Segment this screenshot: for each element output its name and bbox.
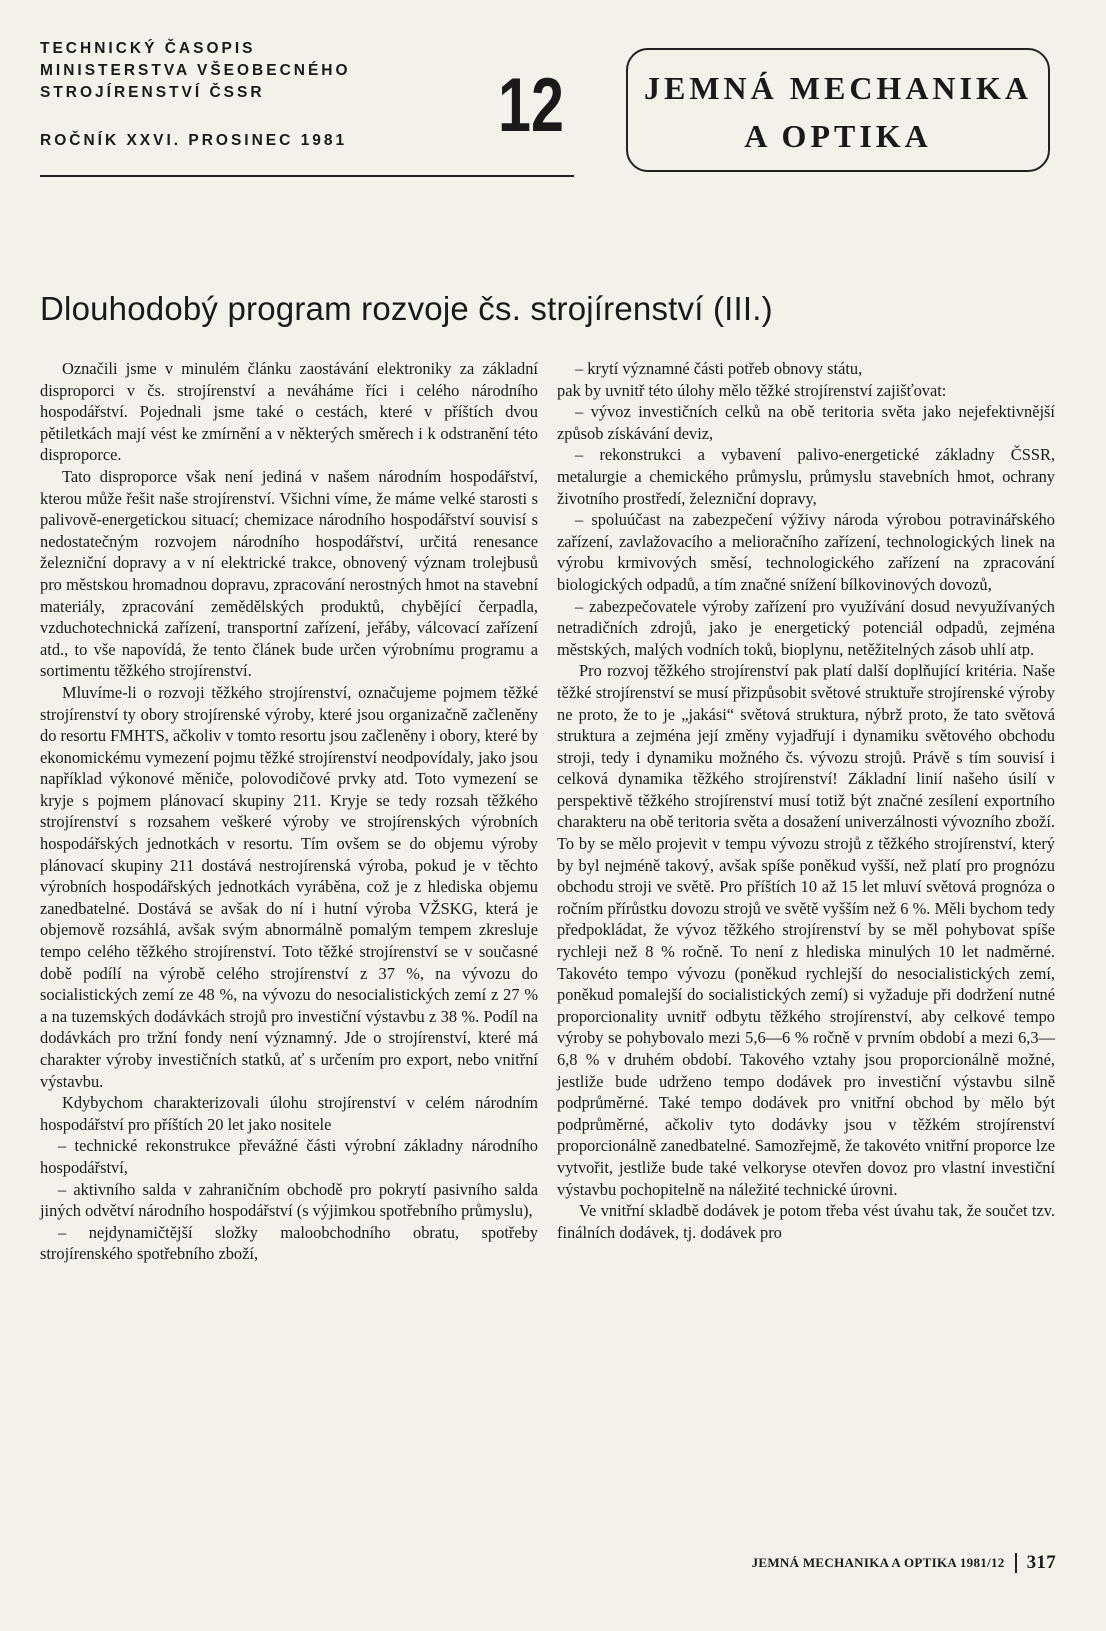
journal-title-box	[626, 48, 1050, 172]
list-item: – technické rekonstrukce převážné části výrobní základny národního hospodářství,	[40, 1136, 538, 1177]
page-number: 317	[1026, 1552, 1056, 1573]
journal-title-line1: JEMNÁ MECHANIKA	[644, 70, 1032, 106]
publisher-block	[40, 38, 351, 152]
list-item: – spoluúčast na zabezpečení výživy národa výrobou potravinářského zařízení, zavlažovacího a melioračního zařízení, technologických linek na výrobu krmivových směsí, technologického zařízení na zpracování biologických odpadů, a tím značné snížení bílkovinových dovozů,	[557, 510, 1055, 594]
issue-number: 12	[498, 63, 564, 148]
list-item: – aktivního salda v zahraničním obchodě pro pokrytí pasivního salda jiných odvětví národního hospodářství (s výjimkou spotřebního průmyslu),	[40, 1179, 538, 1221]
list-item: – zabezpečovatele výroby zařízení pro využívání dosud nevyužívaných netradičních zdrojů, jako je energetický potenciál odpadů, zejména městských, malých vodních toků, bioplynu, netěžitelných zásob uhlí atp.	[557, 596, 1055, 659]
paragraph: Kdybychom charakterizovali úlohu strojírenství v celém národním hospodářství pro příštích 20 let jako nositele	[40, 1093, 538, 1134]
publisher-line: STROJÍRENSTVÍ ČSSR	[40, 84, 265, 101]
paragraph: Ve vnitřní skladbě dodávek je potom třeba vést úvahu tak, že součet tzv. finálních dodávek, tj. dodávek pro	[557, 1201, 1055, 1242]
right-column	[557, 358, 1055, 1243]
article-title: Dlouhodobý program rozvoje čs. strojírenství (III.)	[40, 290, 773, 327]
journal-title-line2: A OPTIKA	[744, 118, 932, 154]
header-rule	[40, 175, 574, 177]
page-footer	[752, 1552, 1056, 1574]
paragraph: Tato disproporce však není jediná v našem národním hospodářství, kterou může řešit naše strojírenství. Všichni víme, že máme velké starosti s palivově-energetickou situací; chemizace národního hospodářství souvisí s nedostatečným rozvojem národního hospodářství, určitá renesance železniční dopravy a v ní elektrické trakce, obnovený význam trolejbusů pro městskou hromadnou dopravu, zpracování nerostných hmot na stavební materiály, zpracování zemědělských produktů, chybějící čerpadla, vzduchotechnická zařízení, transportní zařízení, jeřáby, válcovací zařízení atd., to vše napovídá, že tento článek bude určen výrobnímu programu a sortimentu těžkého strojírenství.	[40, 466, 538, 681]
volume-line: ROČNÍK XXVI. PROSINEC 1981	[40, 132, 348, 149]
list-item: – krytí významné části potřeb obnovy státu,	[575, 359, 863, 378]
paragraph: pak by uvnitř této úlohy mělo těžké strojírenství zajišťovat:	[557, 380, 947, 400]
list-item: – vývoz investičních celků na obě teritoria světa jako nejefektivnější způsob získávání deviz,	[557, 402, 1055, 443]
footer-journal-issue: JEMNÁ MECHANIKA A OPTIKA 1981/12	[751, 1555, 1005, 1570]
publisher-line: MINISTERSTVA VŠEOBECNÉHO	[40, 62, 351, 79]
paragraph: Pro rozvoj těžkého strojírenství pak platí další doplňující kritéria. Naše těžké strojírenství se musí přizpůsobit světové struktuře strojírenské výroby ne proto, že to je „jakási“ světová struktura, nýbrž proto, že tato světová struktura a zejména její změny vyjadřují i dynamiku světového obchodu stroji, tedy i dynamiku možného čs. vývozu strojů. Právě s tím souvisí i celková dynamika těžkého strojírenství! Základní linií našeho úsilí v perspektivě těžkého strojírenství musí totiž být značné zesílení exportního charakteru na obě teritoria světa a dosažení univerzálnosti vývozního zboží. To by se mělo projevit v tempu vývozu strojů z těžkého strojírenství, který by byl nejméně takový, avšak spíše poněkud vyšší, než platí pro prognózu obchodu stroji ve světě. Pro příštích 10 až 15 let mluví světová prognóza o ročním přírůstku dovozu strojů ve světě vyšším než 6 %. Měli bychom tedy předpokládat, že vývoz těžkého strojírenství by se měl pohybovat spíše rychleji než 8 % ročně. To není z hlediska minulých 10 let nadměrné. Takovéto tempo vývozu (poněkud rychlejší do nesocialistických zemí, poněkud pomalejší do socialistických zemí) si vyžaduje při dodržení nutné proporcionality uvnitř odbytu těžkého strojírenství, aby celkové tempo výroby se pohybovalo mezi 5,6—6 % ročně v prvním období a mezi 6,3—6,8 % v druhém období. Takového vztahy jsou proporcionálně možné, jestliže bude udrženo tempo dodávek pro investiční výstavbu silně podprůměrné. Také tempo dodávek pro vnitřní obchod by mělo být podprůměrné, ačkoliv tyto dodávky jsou v těžkém strojírenství proporcionálně zanedbatelné. Samozřejmě, že takovéto vnitřní proporce lze vytvořit, jestliže bude také velkoryse otevřen dovoz pro vlastní investiční výstavbu pochopitelně na náležité technické úrovni.	[557, 661, 1055, 1199]
publisher-line: TECHNICKÝ ČASOPIS	[40, 40, 256, 57]
paragraph: Mluvíme-li o rozvoji těžkého strojírenství, označujeme pojmem těžké strojírenství ty obory strojírenské výroby, které jsou organizačně začleněny do resortu FMHTS, ačkoliv v tomto resortu jsou začleněny i obory, které by ekonomickému vymezení pojmu těžké strojírenství neodpovídaly, jako jsou například výkonové měniče, polovodičové prvky atd. Toto vymezení se kryje s pojmem plánovací skupiny 211. Kryje se tedy rozsah těžkého strojírenství s rozsahem veškeré výroby ve strojírenských výrobních hospodářských jednotkách v resortu. Tím ovšem se do objemu výroby plánovací skupiny 211 dostává nestrojírenská výroba, pokud je v těchto výrobních hospodářských jednotkách vyráběna, což je z hlediska objemu zanedbatelné. Dostává se avšak do ní i hutní výroba VŽSKG, která je objemově rozsáhlá, avšak svým abnormálně pomalým tempem zkresluje tempo celého těžkého strojírenství. Toto těžké strojírenství se v současné době podílí na výrobě celého strojírenství z 37 %, na vývozu do socialistických zemí ze 48 %, na vývozu do nesocialistických zemí z 27 % a na tuzemských dodávkách strojů pro investiční výstavbu z 38 %. Podíl na dodávkách pro tržní fondy není významný. Jde o strojírenství, které má charakter výroby investičních statků, ať s určením pro export, nebo vnitřní výstavbu.	[40, 682, 538, 1091]
left-column	[40, 358, 538, 1265]
paragraph: Označili jsme v minulém článku zaostávání elektroniky za základní disproporci v čs. strojírenství a neváháme říci i celého národního hospodářství. Pojednali jsme také o cestách, které v příštích dvou pětiletkách mají vést ke zmírnění a v některých směrech i k odstranění této disproporce.	[40, 359, 538, 465]
list-item: – rekonstrukci a vybavení palivo-energetické základny ČSSR, metalurgie a chemického průmyslu, průmyslu stavebních hmot, ochrany životního prostředí, železniční dopravy,	[557, 445, 1055, 508]
list-item: – nejdynamičtější složky maloobchodního obratu, spotřeby strojírenského spotřebního zboží,	[40, 1222, 538, 1264]
footer-divider	[1015, 1553, 1017, 1573]
